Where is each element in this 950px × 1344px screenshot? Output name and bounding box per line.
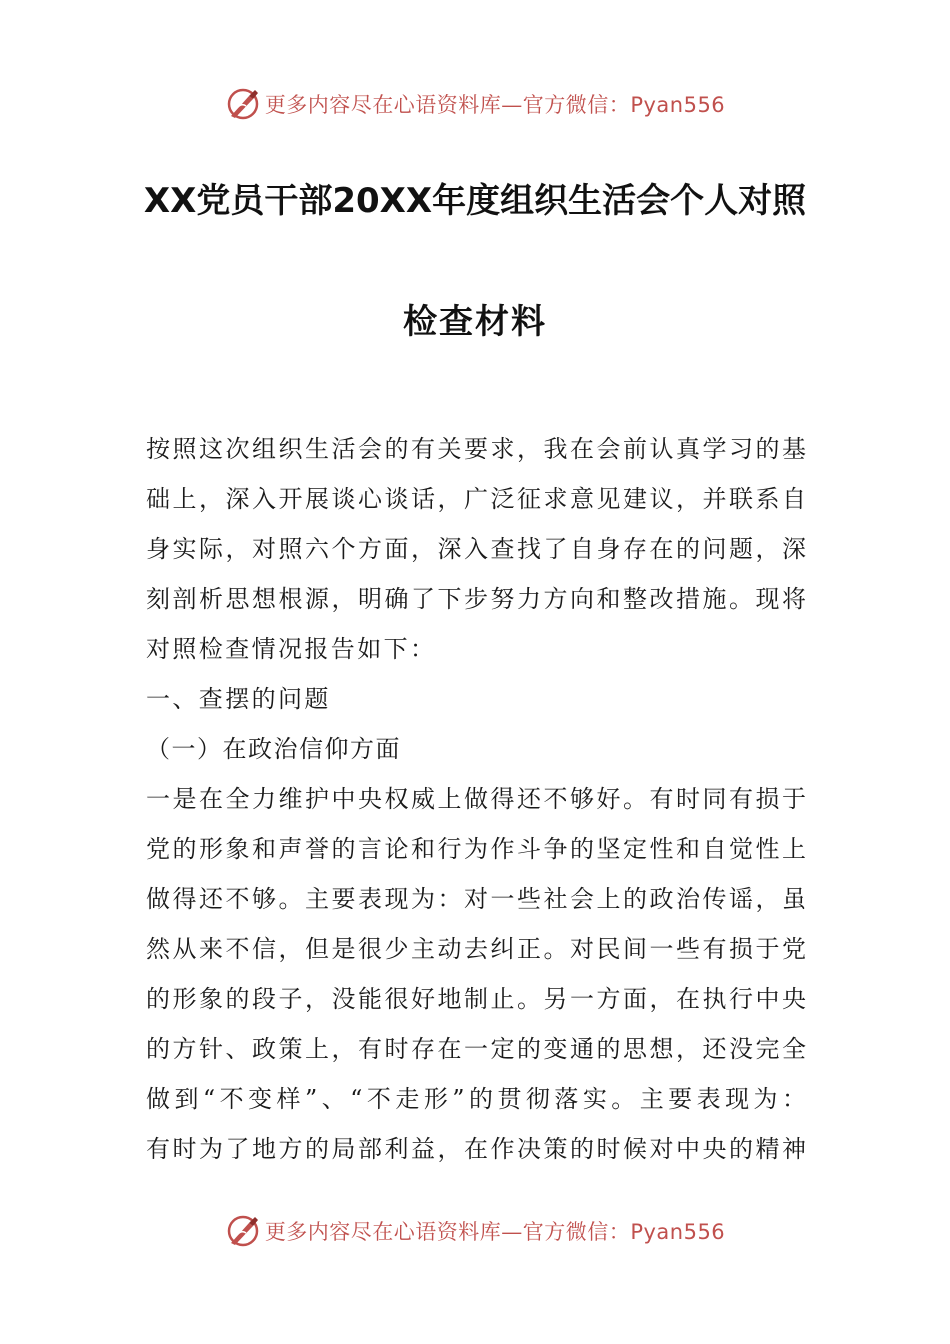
- watermark-wechat-id: Pyan556: [630, 1220, 726, 1244]
- document-title-line-2: 检查材料: [403, 302, 547, 342]
- pen-seal-logo-icon: [225, 1213, 261, 1249]
- body-line: 础上，深入开展谈心谈话，广泛征求意见建议，并联系自: [146, 485, 806, 513]
- body-line: 刻剖析思想根源，明确了下步努力方向和整改措施。现将: [146, 585, 806, 613]
- body-line: 党的形象和声誉的言论和行为作斗争的坚定性和自觉性上: [146, 835, 806, 863]
- pen-seal-logo-icon: [225, 86, 261, 122]
- body-line: 做得还不够。主要表现为：对一些社会上的政治传谣，虽: [146, 885, 806, 913]
- body-line: 的方针、政策上，有时存在一定的变通的思想，还没完全: [146, 1035, 806, 1063]
- watermark-text: 更多内容尽在心语资料库—官方微信：Pyan556: [264, 1220, 726, 1244]
- document-title-line-1: XX党员干部20XX年度组织生活会个人对照: [143, 181, 807, 221]
- body-line: 然从来不信，但是很少主动去纠正。对民间一些有损于党: [146, 935, 806, 963]
- watermark-banner-bottom: [0, 1211, 950, 1251]
- body-line: 对照检查情况报告如下：: [146, 635, 437, 663]
- body-line: 按照这次组织生活会的有关要求，我在会前认真学习的基: [146, 435, 806, 463]
- body-line: 一是在全力维护中央权威上做得还不够好。有时同有损于: [146, 785, 806, 813]
- section-heading: 一、查摆的问题: [146, 685, 331, 713]
- subsection-heading: （一）在政治信仰方面: [146, 735, 401, 763]
- body-line: 做到“不变样”、“不走形”的贯彻落实。主要表现为：: [146, 1085, 806, 1113]
- body-line: 身实际，对照六个方面，深入查找了自身存在的问题，深: [146, 535, 806, 563]
- body-line: 的形象的段子，没能很好地制止。另一方面，在执行中央: [146, 985, 806, 1013]
- watermark-wechat-id: Pyan556: [630, 93, 726, 117]
- watermark-text: 更多内容尽在心语资料库—官方微信：Pyan556: [264, 93, 726, 117]
- body-line: 有时为了地方的局部利益，在作决策的时候对中央的精神: [146, 1135, 806, 1163]
- watermark-banner-top: [0, 84, 950, 124]
